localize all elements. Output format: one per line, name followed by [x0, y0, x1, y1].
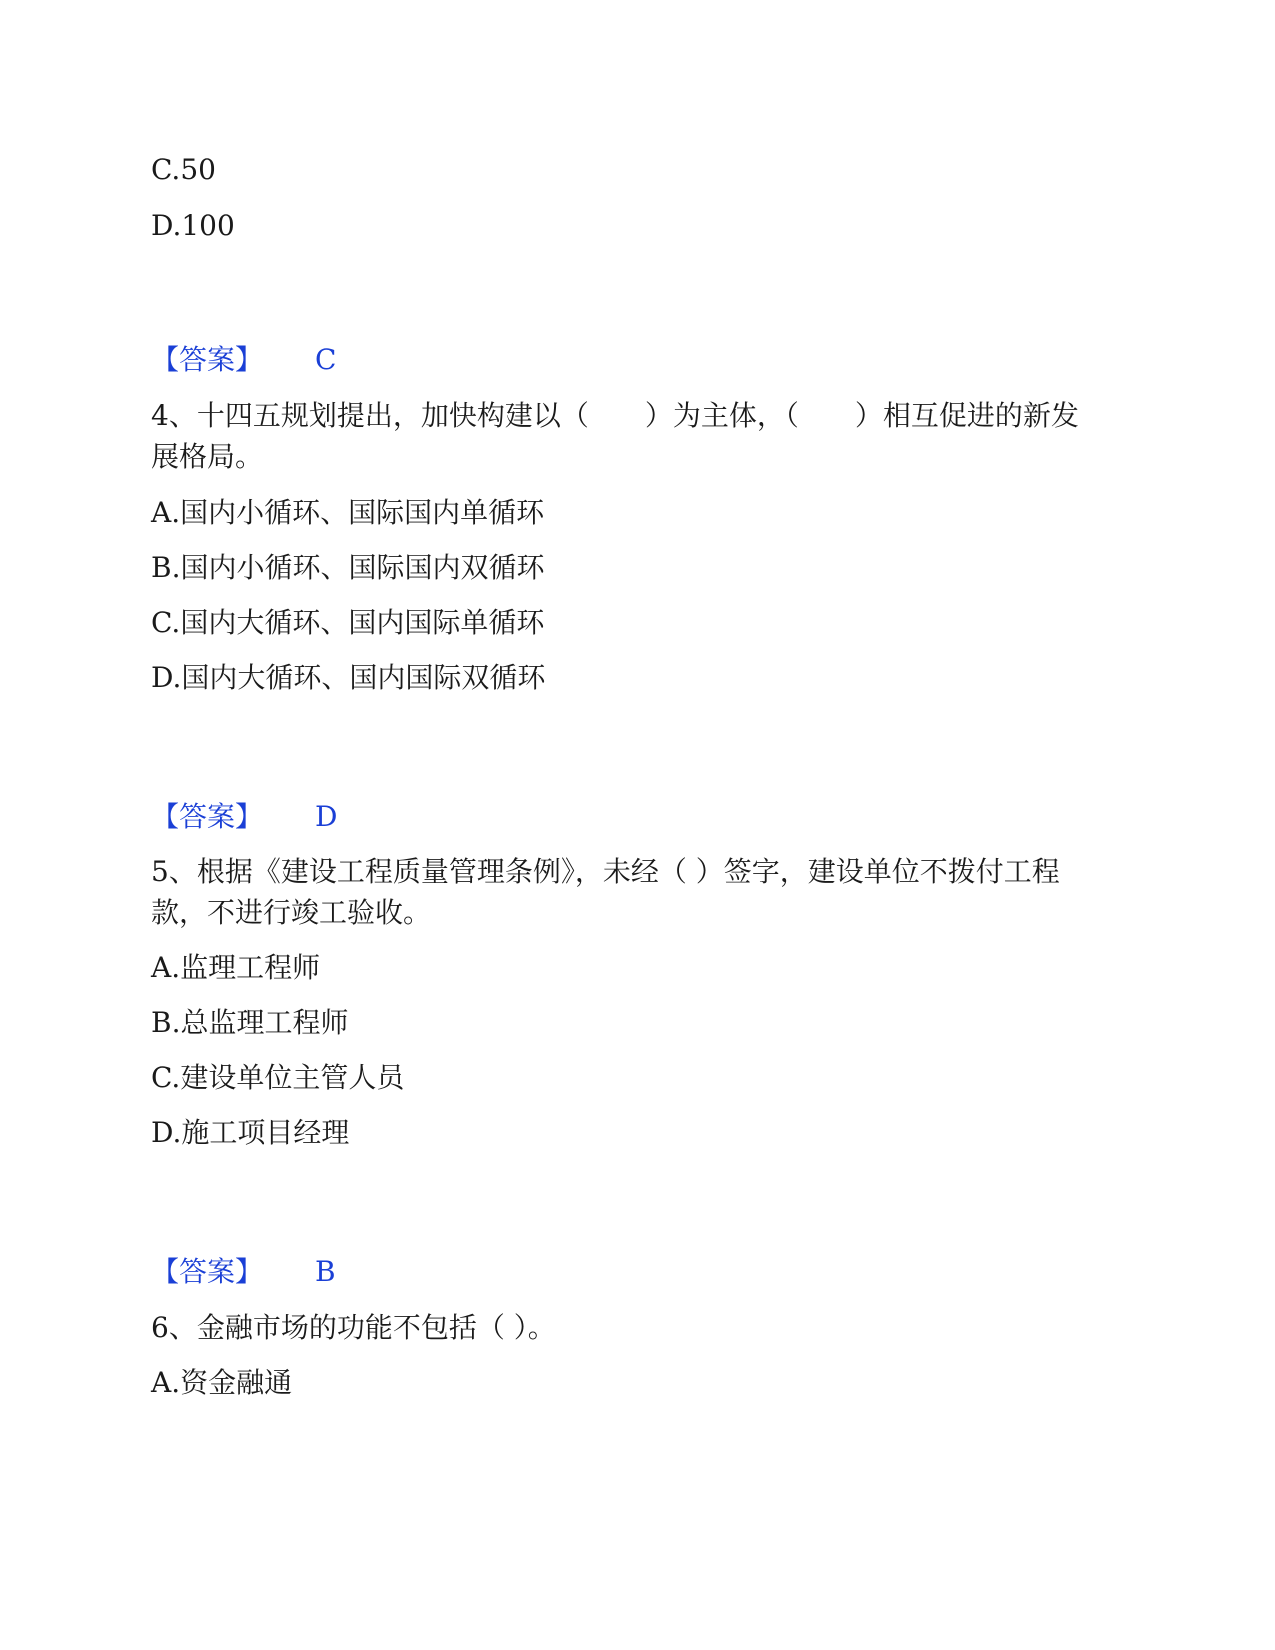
q4-stem-line1: 4、十四五规划提出，加快构建以（ ）为主体，（ ）相互促进的新发 [151, 399, 1079, 432]
q4-option-d: D.国内大循环、国内国际双循环 [151, 661, 546, 694]
q5-stem-line2: 款，不进行竣工验收。 [151, 896, 432, 929]
q5-answer [151, 1252, 336, 1292]
q5-option-c: C.建设单位主管人员 [151, 1061, 405, 1094]
q4-stem-line2: 展格局。 [151, 440, 264, 473]
q6-option-a: A.资金融通 [151, 1366, 293, 1399]
q4-option-c: C.国内大循环、国内国际单循环 [151, 606, 545, 639]
answer-value: C [315, 343, 337, 376]
q3-answer [151, 340, 336, 380]
q4-option-b: B.国内小循环、国际国内双循环 [151, 551, 545, 584]
answer-value: D [315, 800, 338, 833]
q5-option-d: D.施工项目经理 [151, 1116, 350, 1149]
q4-answer [151, 797, 337, 837]
answer-value: B [315, 1255, 336, 1288]
answer-label: 【答案】 [151, 343, 264, 376]
q5-stem-line1: 5、根据《建设工程质量管理条例》，未经（ ）签字，建设单位不拨付工程 [151, 855, 1060, 888]
q3-option-c: C.50 [151, 153, 216, 186]
q4-option-a: A.国内小循环、国际国内单循环 [151, 496, 545, 529]
q5-option-a: A.监理工程师 [151, 951, 321, 984]
q3-option-d: D.100 [151, 209, 235, 242]
q5-option-b: B.总监理工程师 [151, 1006, 349, 1039]
answer-label: 【答案】 [151, 800, 264, 833]
answer-label: 【答案】 [151, 1255, 264, 1288]
q6-stem-line1: 6、金融市场的功能不包括（ ）。 [151, 1311, 556, 1344]
